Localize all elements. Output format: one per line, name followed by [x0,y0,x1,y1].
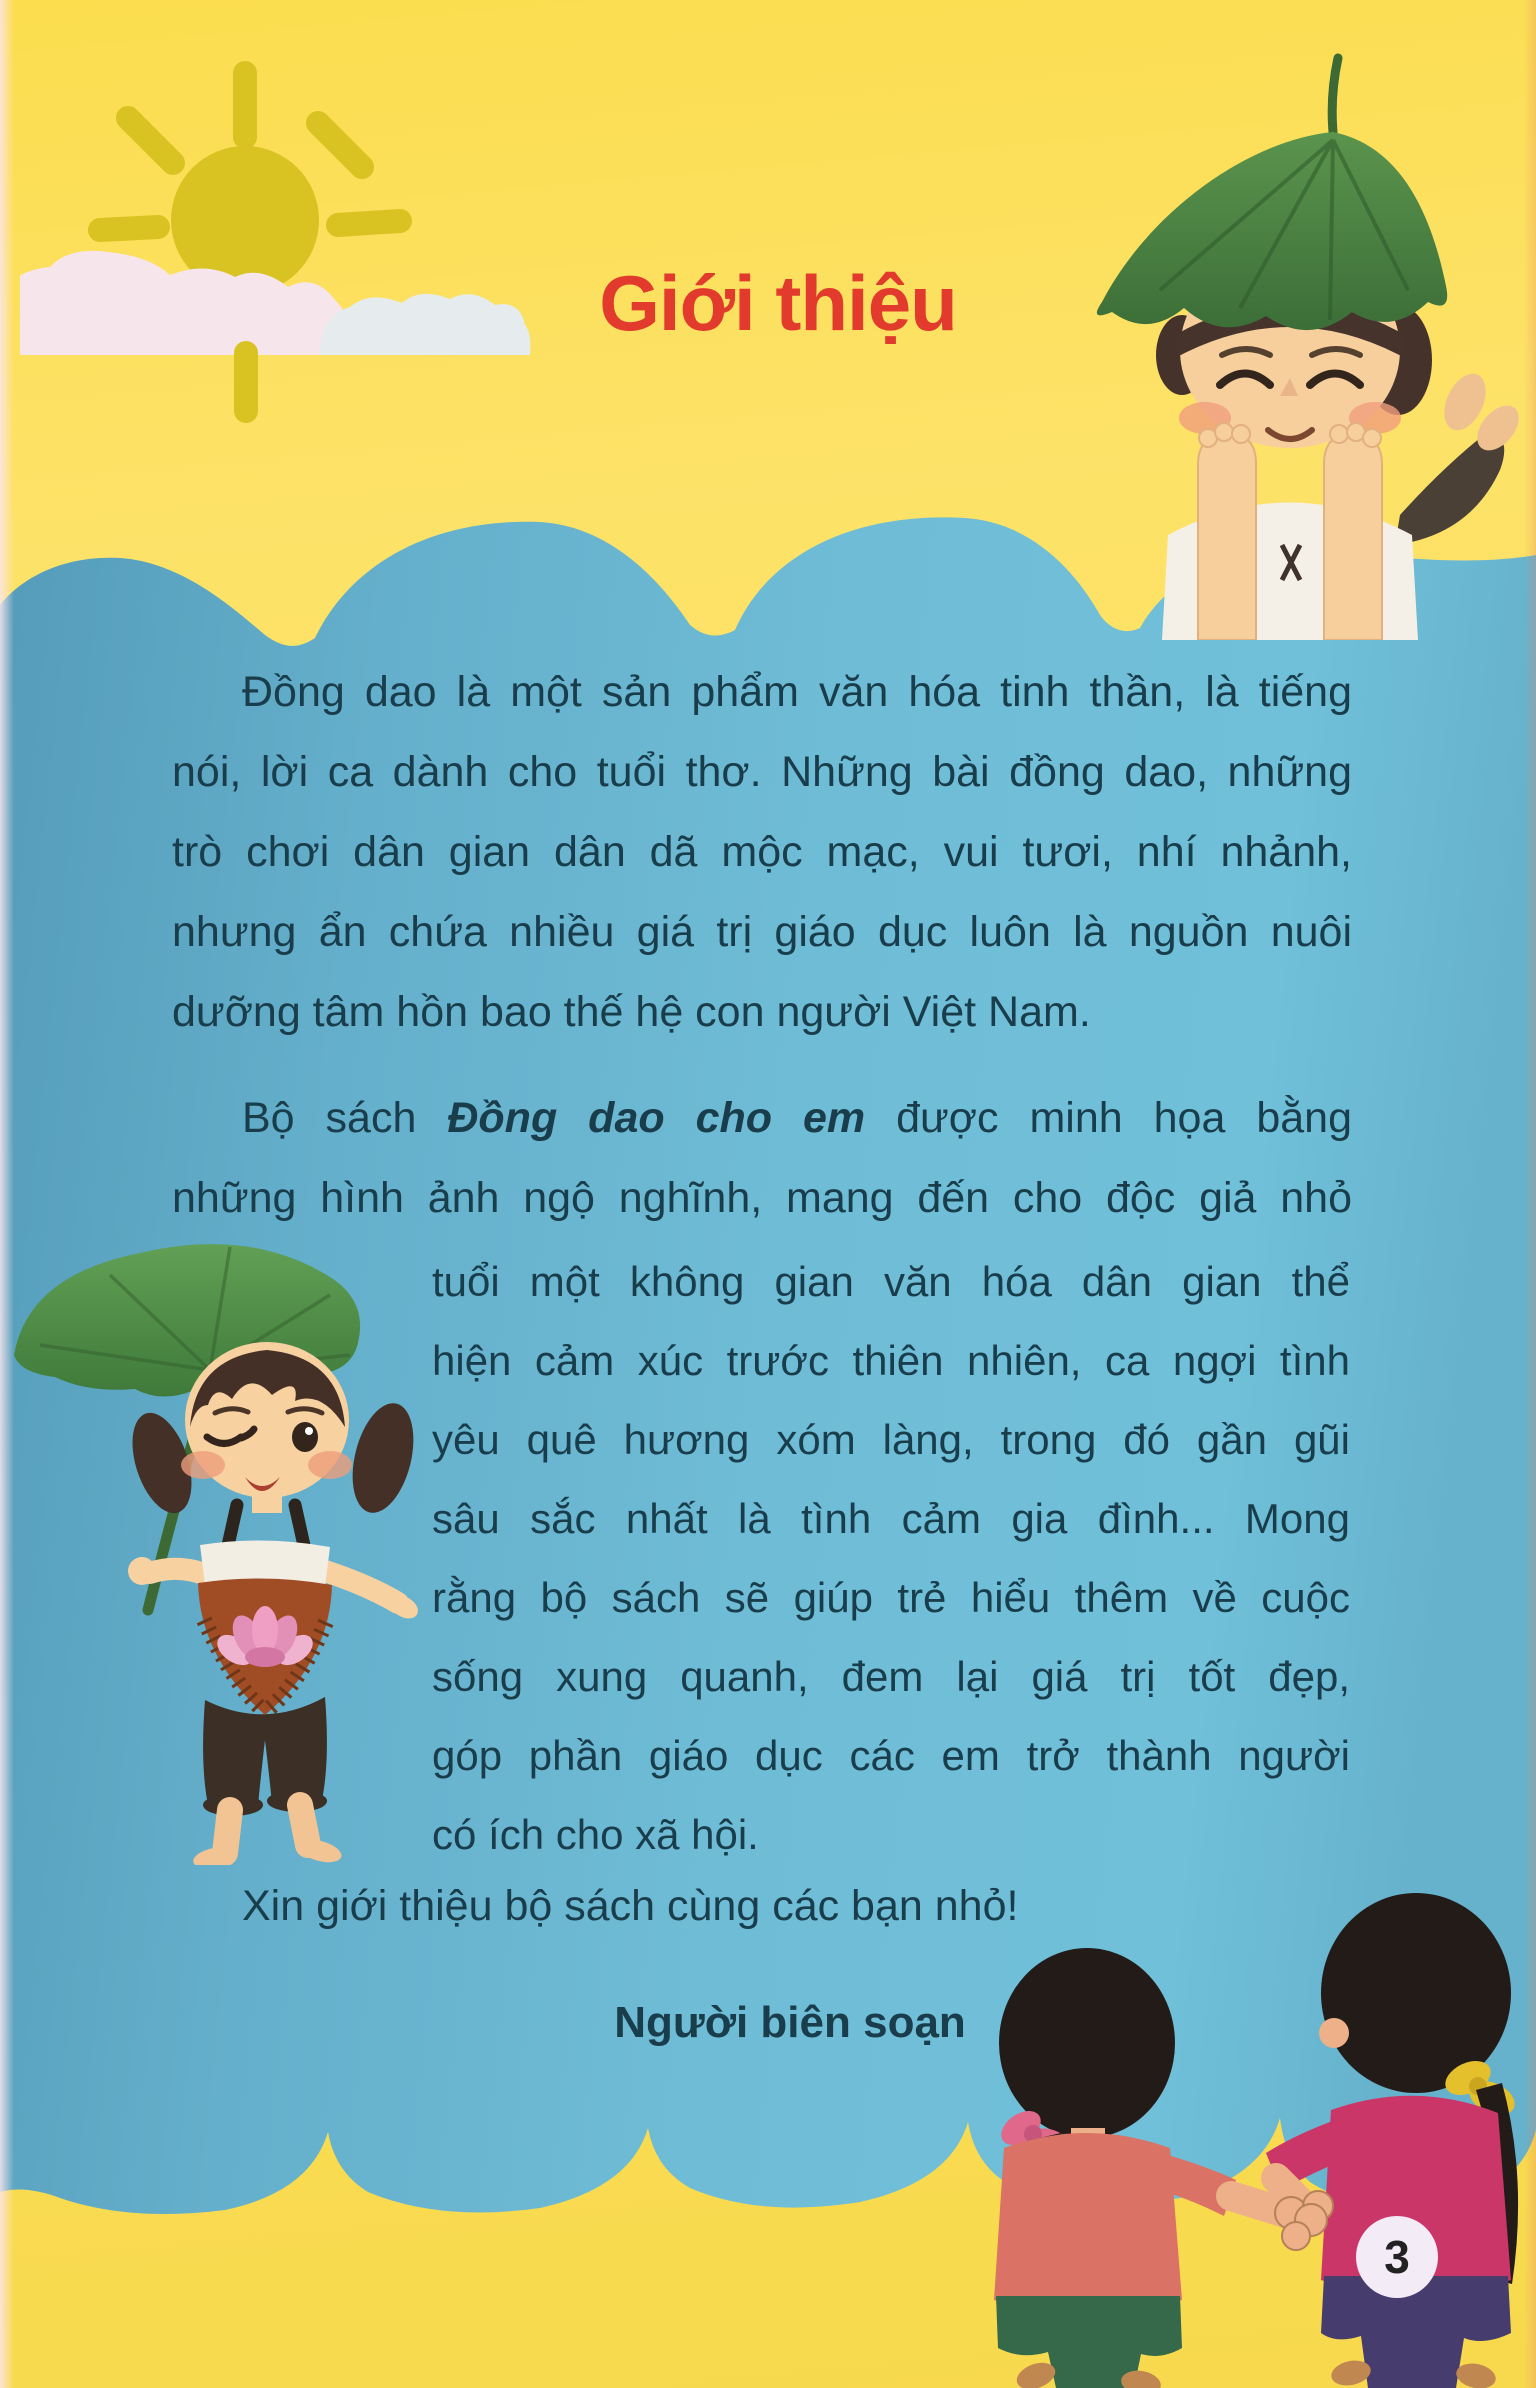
two-girls-illustration [936,1828,1536,2388]
leaf-stem [1332,58,1338,132]
cloud-right [320,294,530,355]
girl-blush [181,1451,225,1479]
boy-lotus-hat-illustration [1000,40,1520,640]
intro-line: yêu quê hương xóm làng, trong đó gần gũi [432,1416,1350,1463]
girl-b-ear [1319,2018,1349,2048]
signature: Người biên soạn [614,1998,966,2047]
intro-paragraph-2-wrapped [432,1242,1350,1874]
girl-hand [128,1557,156,1585]
intro-line: có ích cho xã hội. [432,1811,759,1858]
girl-lotus-leaf-illustration [0,1205,430,1865]
page-number-badge: 3 [1356,2216,1438,2298]
page-title: Giới thiệu [599,259,957,347]
intro-line: trò chơi dân gian dân dã mộc mạc, vui tươi, nhí nhảnh, [172,828,1352,876]
girl-open-eye [292,1422,318,1452]
intro-line: hiện cảm xúc trước thiên nhiên, ca ngợi tình [432,1337,1350,1384]
intro-line: rằng bộ sách sẽ giúp trẻ hiểu thêm về cuộc [432,1574,1350,1621]
intro-line: sâu sắc nhất là tình cảm gia đình... Mong [432,1495,1350,1542]
eye-highlight [305,1427,313,1435]
intro-line: nói, lời ca dành cho tuổi thơ. Những bài đồng dao, những [172,748,1352,796]
closing-line: Xin giới thiệu bộ sách cùng các bạn nhỏ! [242,1882,1019,1930]
girl-blush [308,1451,352,1479]
paragraph2-suffix: được minh họa bằng [865,1094,1352,1142]
girl-legs [225,1805,308,1853]
intro-line: dưỡng tâm hồn bao thế hệ con người Việt Nam. [172,988,1091,1036]
girl-a-shirt [994,2133,1182,2314]
intro-line: nhưng ẩn chứa nhiều giá trị giáo dục luôn là nguồn nuôi [172,908,1352,956]
lotus-leaf-hat [1097,132,1447,330]
girl-arm-raised [150,1569,212,1577]
girl-a-hair [999,1948,1175,2138]
intro-line: góp phần giáo dục các em trở thành người [432,1732,1350,1779]
girl-b-foot [1454,2360,1498,2388]
intro-line: những hình ảnh ngộ nghĩnh, mang đến cho độc giả nhỏ [172,1174,1352,1222]
intro-line: sống xung quanh, đem lại giá trị tốt đẹp, [432,1653,1350,1700]
intro-paragraph-1 [172,652,1352,1052]
book-title-phrase: Đồng dao cho em [447,1094,866,1142]
intro-line [172,1078,1352,1158]
intro-line: Đồng dao là một sản phẩm văn hóa tinh thần, là tiếng [242,668,1352,716]
girl-neck [252,1493,282,1513]
sun-cloud-illustration [20,15,540,445]
girl-arm-out [322,1570,398,1603]
intro-line: tuổi một không gian văn hóa dân gian thể [432,1258,1350,1305]
paragraph2-prefix: Bộ sách [242,1094,448,1142]
girl-pigtail [342,1397,423,1519]
